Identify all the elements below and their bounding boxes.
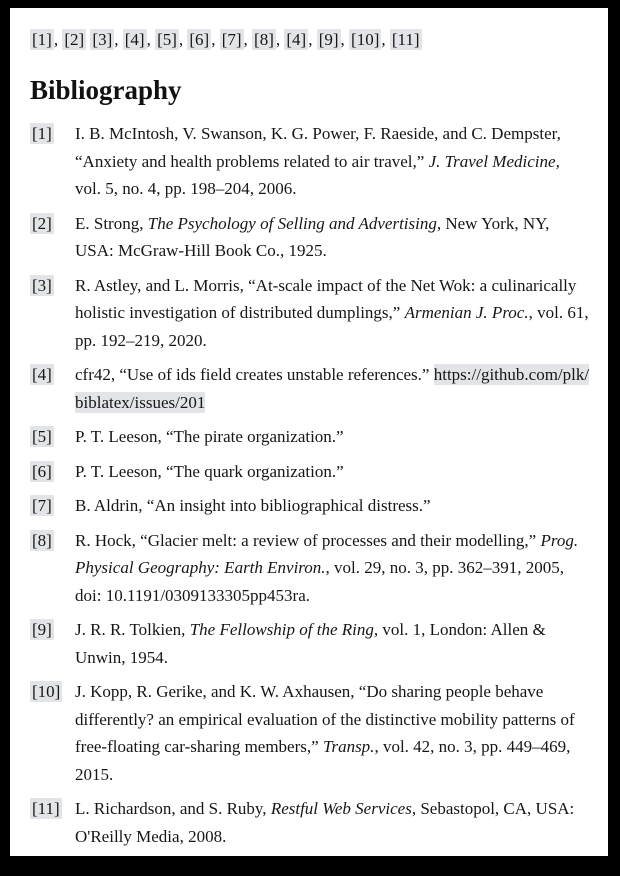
entry-text-segment: , vol. 61, pp. 192–219, 2020. bbox=[75, 303, 589, 350]
entry-text-segment: R. Hock, “Glacier melt: a review of processes and their modelling,” bbox=[75, 530, 541, 550]
bibliography-entry-9 bbox=[30, 616, 608, 671]
entry-text-segment: I. B. McIntosh, V. Swanson, K. G. Power, F. Raeside, and C. Dempster, “Anxiety and health problems related to air travel,” bbox=[75, 124, 561, 171]
entry-text-segment: R. Astley, and L. Morris, “At-scale impact of the Net Wok: a culinarically holistic investigation of distributed dumplings,” bbox=[75, 275, 577, 322]
entry-label-cell bbox=[30, 361, 75, 389]
bibliography-entry-6 bbox=[30, 458, 608, 486]
entry-label-cell bbox=[30, 492, 75, 520]
entry-title-italic: J. Travel Medicine bbox=[428, 151, 556, 171]
entry-label-4[interactable]: [4] bbox=[32, 365, 52, 384]
entry-label-cell bbox=[30, 458, 75, 486]
citation-ref-11[interactable]: [10] bbox=[351, 30, 380, 49]
citation-ref-2[interactable]: [2] bbox=[64, 30, 85, 49]
entry-text-segment: P. T. Leeson, “The quark organization.” bbox=[75, 461, 344, 481]
entry-title-italic: Restful Web Services bbox=[270, 799, 412, 818]
entry-label-11[interactable]: [11] bbox=[32, 799, 60, 818]
entry-label-cell bbox=[30, 120, 75, 148]
entry-text-segment: J. Kopp, R. Gerike, and K. W. Axhausen, “Do sharing people behave differently? an empirical evaluation of the distinctive mobility patterns of free-floating car-sharing members,” bbox=[75, 682, 575, 756]
entry-text-segment: , New York, NY, USA: McGraw-Hill Book Co., 1925. bbox=[75, 213, 550, 260]
entry-label-10[interactable]: [10] bbox=[32, 682, 61, 701]
entry-label-cell bbox=[30, 423, 75, 451]
citation-ref-7[interactable]: [7] bbox=[221, 30, 242, 49]
entry-title-italic: Armenian J. Proc. bbox=[404, 303, 529, 322]
entry-text-5 bbox=[75, 423, 590, 451]
entry-text-segment: , Sebastopol, CA, USA: O'Reilly Media, 2008. bbox=[75, 799, 575, 846]
entry-text-segment: , vol. 29, no. 3, pp. 362–391, 2005, doi: 10.1191/0309133305pp453ra. bbox=[75, 558, 565, 605]
entry-label-1[interactable]: [1] bbox=[32, 124, 52, 143]
entry-text-3 bbox=[75, 272, 590, 355]
entry-text-6 bbox=[75, 458, 590, 486]
citation-ref-1[interactable]: [1] bbox=[32, 30, 52, 49]
citation-ref-4[interactable]: [4] bbox=[124, 30, 145, 49]
entry-label-3[interactable]: [3] bbox=[32, 275, 52, 295]
bibliography-heading: Bibliography bbox=[30, 75, 182, 105]
entry-url-link[interactable]: https://github.com/plk/biblatex/issues/201 bbox=[75, 365, 590, 412]
citation-ref-9[interactable]: [4] bbox=[286, 30, 307, 49]
entry-title-italic: Prog. Physical Geography: Earth Environ. bbox=[75, 530, 579, 577]
entry-label-9[interactable]: [9] bbox=[32, 620, 52, 639]
bibliography-entry-3 bbox=[30, 272, 608, 355]
entry-title-italic: The Psychology of Selling and Advertising bbox=[147, 213, 437, 233]
citation-ref-5[interactable]: [5] bbox=[157, 30, 177, 49]
bibliography-list bbox=[30, 120, 608, 850]
entry-label-2[interactable]: [2] bbox=[32, 213, 52, 233]
entry-text-segment: E. Strong, bbox=[75, 213, 148, 233]
document-page bbox=[10, 8, 608, 856]
bibliography-entry-4 bbox=[30, 361, 608, 416]
entry-label-cell bbox=[30, 527, 75, 555]
entry-text-segment: L. Richardson, and S. Ruby, bbox=[75, 799, 271, 818]
bibliography-entry-8 bbox=[30, 527, 608, 610]
entry-label-cell bbox=[30, 678, 75, 706]
entry-label-cell bbox=[30, 616, 75, 644]
bibliography-entry-1 bbox=[30, 120, 608, 203]
entry-text-4 bbox=[75, 361, 590, 416]
entry-label-cell bbox=[30, 272, 75, 300]
entry-text-10 bbox=[75, 678, 590, 788]
citation-line: [1] , [2] [3] , [4] , [5] , [6] , [7] , [8] , [4] , [9] , [10] , [11] bbox=[32, 30, 420, 49]
entry-text-9 bbox=[75, 616, 590, 671]
bibliography-entry-5 bbox=[30, 423, 608, 451]
entry-text-segment: cfr42, “Use of ids field creates unstable references.” bbox=[75, 365, 434, 384]
entry-title-italic: Transp. bbox=[322, 737, 375, 756]
citation-ref-10[interactable]: [9] bbox=[318, 30, 339, 49]
entry-text-1 bbox=[75, 120, 590, 203]
entry-text-segment: , vol. 5, no. 4, pp. 198–204, 2006. bbox=[75, 151, 560, 198]
entry-text-7 bbox=[75, 492, 590, 520]
bibliography-entry-7 bbox=[30, 492, 608, 520]
citation-ref-6[interactable]: [6] bbox=[189, 30, 210, 49]
entry-text-2 bbox=[75, 210, 590, 265]
bibliography-entry-2 bbox=[30, 210, 608, 265]
entry-label-7[interactable]: [7] bbox=[32, 496, 52, 515]
entry-text-11 bbox=[75, 795, 590, 850]
entry-label-6[interactable]: [6] bbox=[32, 461, 52, 481]
entry-text-segment: , vol. 42, no. 3, pp. 449–469, 2015. bbox=[75, 737, 571, 784]
entry-title-italic: The Fellowship of the Ring bbox=[189, 620, 374, 639]
entry-label-5[interactable]: [5] bbox=[32, 427, 52, 446]
bibliography-entry-11 bbox=[30, 795, 608, 850]
entry-text-segment: P. T. Leeson, “The pirate organization.” bbox=[75, 427, 344, 446]
entry-text-segment: , vol. 1, London: Allen & Unwin, 1954. bbox=[75, 620, 546, 667]
citation-ref-8[interactable]: [8] bbox=[254, 30, 274, 49]
citation-ref-12[interactable]: [11] bbox=[391, 30, 420, 49]
entry-label-8[interactable]: [8] bbox=[32, 530, 52, 550]
entry-text-8 bbox=[75, 527, 590, 610]
entry-text-segment: J. R. R. Tolkien, bbox=[75, 620, 190, 639]
entry-text-segment: B. Aldrin, “An insight into bibliographical distress.” bbox=[75, 496, 431, 515]
entry-label-cell bbox=[30, 795, 75, 823]
entry-label-cell bbox=[30, 210, 75, 238]
citation-ref-3[interactable]: [3] bbox=[92, 30, 113, 49]
bibliography-entry-10 bbox=[30, 678, 608, 788]
